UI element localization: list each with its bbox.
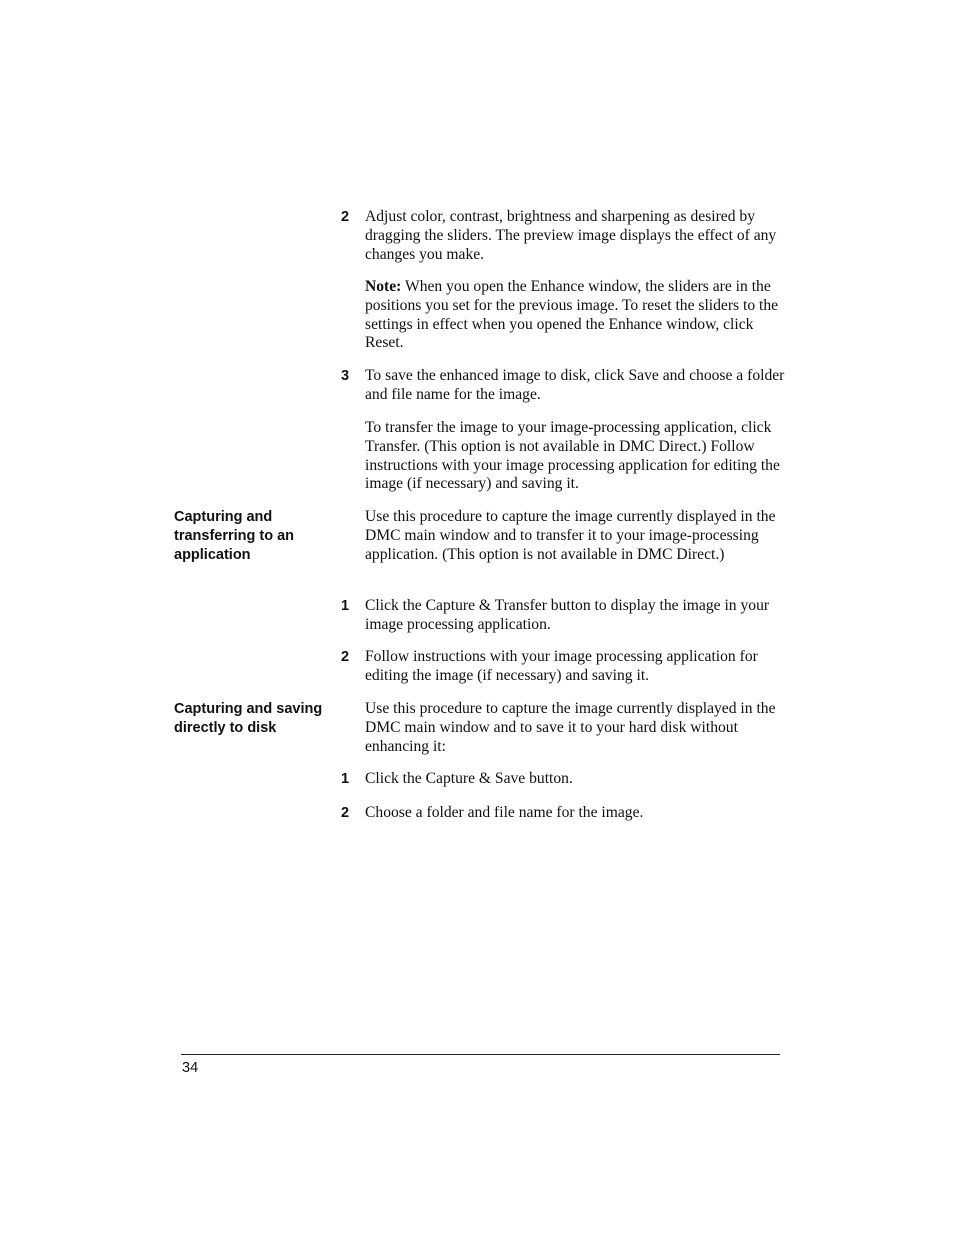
step-number: 2 [341,209,350,225]
section-heading-save: Capturing and saving directly to disk [174,701,323,736]
step-number: 2 [341,649,350,665]
step-text: Choose a folder and file name for the image. [365,804,644,821]
section-intro-transfer: Use this procedure to capture the image currently displayed in the DMC main window and to transfer it to your image-processing application. (This option is not available in DMC Direct.) [365,508,776,563]
step-number: 1 [341,771,350,787]
step-text: Adjust color, contrast, brightness and sharpening as desired by dragging the sliders. The preview image displays the effect of any changes you make. [365,208,777,263]
footer-rule [181,1054,780,1055]
transfer-paragraph: To transfer the image to your image-processing application, click Transfer. (This option is not available in DMC Direct.) Follow instructions with your image processing application for editing the image (if necessary) and saving it. [365,419,780,493]
step-number: 1 [341,598,350,614]
section-heading-transfer: Capturing and transferring to an application [174,509,295,563]
note-text: When you open the Enhance window, the sliders are in the positions you set for the previous image. To reset the sliders to the settings in effect when you opened the Enhance window, click Reset. [365,278,779,352]
section-intro-save: Use this procedure to capture the image currently displayed in the DMC main window and to save it to your hard disk without enhancing it: [365,700,776,755]
step-text: Click the Capture & Save button. [365,770,573,787]
note-label: Note: [365,278,402,295]
step-number: 2 [341,805,350,821]
note-paragraph [365,278,785,353]
step-text: Click the Capture & Transfer button to display the image in your image processing application. [365,597,770,633]
page-number: 34 [182,1060,199,1076]
step-number: 3 [341,368,350,384]
step-text: To save the enhanced image to disk, click Save and choose a folder and file name for the image. [365,367,785,403]
step-text: Follow instructions with your image processing application for editing the image (if necessary) and saving it. [365,648,758,684]
